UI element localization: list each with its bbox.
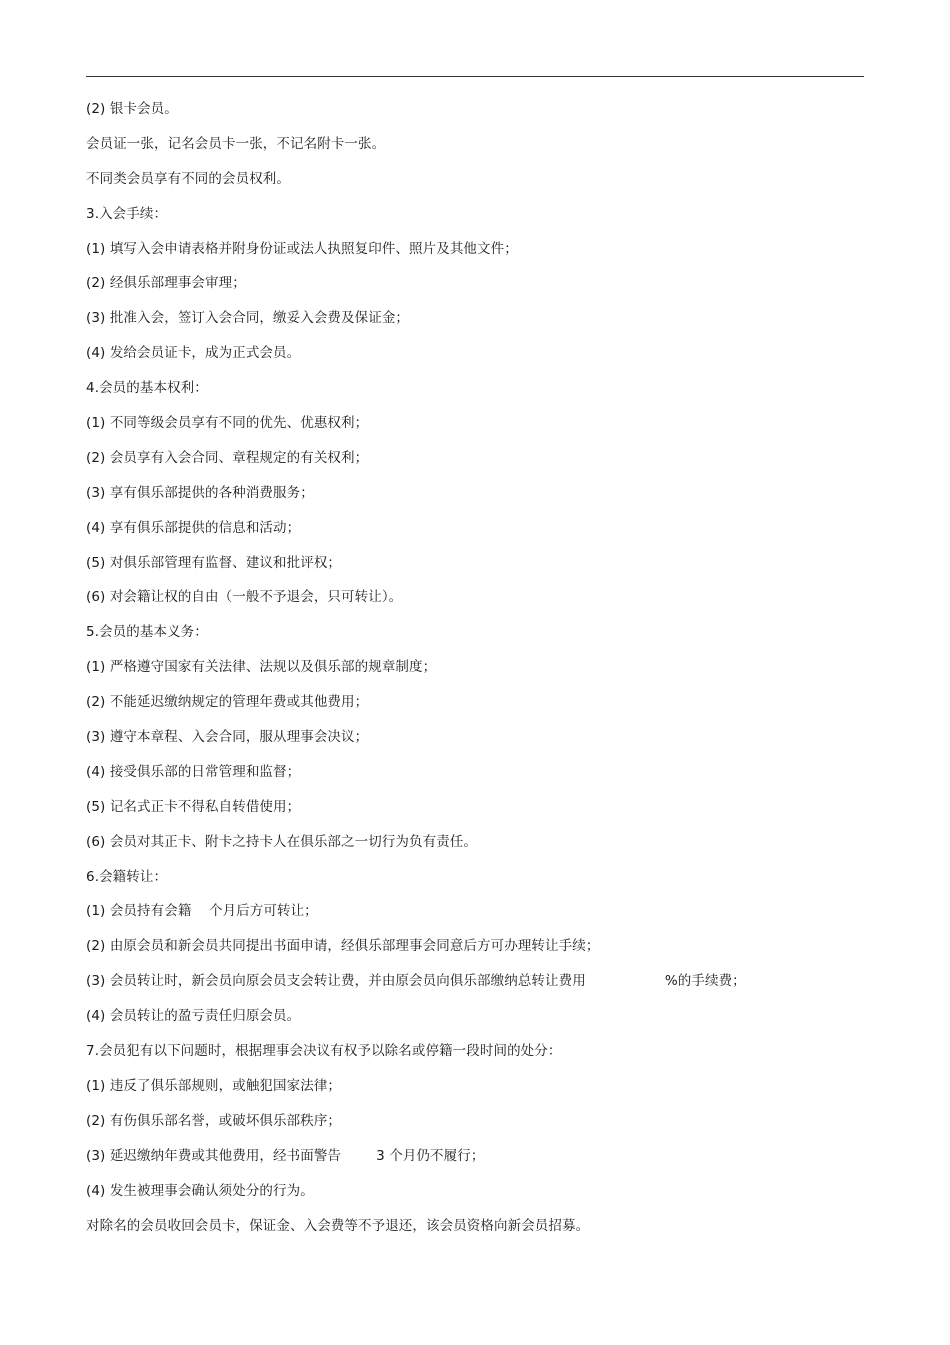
text-line: (2) 银卡会员。 <box>86 101 178 117</box>
document-body <box>86 99 864 1250</box>
text-line: (4) 享有俱乐部提供的信息和活动； <box>86 519 301 536</box>
text-line: (1) 严格遵守国家有关法律、法规以及俱乐部的规章制度； <box>86 659 437 676</box>
section-heading: 3.入会手续： <box>86 205 168 222</box>
text-line: (4) 发给会员证卡，成为正式会员。 <box>86 345 301 362</box>
text-line: (5) 记名式正卡不得私自转借使用； <box>86 798 301 815</box>
text-line: (3) 会员转让时，新会员向原会员支会转让费，并由原会员向俱乐部缴纳总转让费用 %的手续费； <box>86 973 746 990</box>
text-line: (1) 不同等级会员享有不同的优先、优惠权利； <box>86 415 369 432</box>
text-line: (4) 发生被理事会确认须处分的行为。 <box>86 1182 314 1199</box>
text-line: 会员证一张，记名会员卡一张，不记名附卡一张。 <box>86 135 386 152</box>
text-line: (2) 会员享有入会合同、章程规定的有关权利； <box>86 449 369 466</box>
text-line: (2) 有伤俱乐部名誉，或破坏俱乐部秩序； <box>86 1112 342 1129</box>
text-line: (4) 会员转让的盈亏责任归原会员。 <box>86 1008 301 1025</box>
text-line: (1) 违反了俱乐部规则，或触犯国家法律； <box>86 1077 342 1094</box>
text-line: (1) 填写入会申请表格并附身份证或法人执照复印件、照片及其他文件； <box>86 240 518 257</box>
text-line: (1) 会员持有会籍 个月后方可转让； <box>86 903 318 920</box>
text-line: (2) 不能延迟缴纳规定的管理年费或其他费用； <box>86 694 369 711</box>
text-line: 对除名的会员收回会员卡，保证金、入会费等不予退还，该会员资格向新会员招募。 <box>86 1217 590 1234</box>
text-line: (3) 享有俱乐部提供的各种消费服务； <box>86 484 314 501</box>
text-line: (3) 遵守本章程、入会合同，服从理事会决议； <box>86 729 369 746</box>
header-rule <box>86 76 864 77</box>
text-line: (2) 经俱乐部理事会审理； <box>86 275 246 292</box>
section-heading: 5.会员的基本义务： <box>86 624 208 641</box>
text-line: (6) 对会籍让权的自由（一般不予退会，只可转让）。 <box>86 589 403 606</box>
section-heading: 6.会籍转让： <box>86 868 168 885</box>
text-line: (3) 延迟缴纳年费或其他费用，经书面警告 3 个月仍不履行； <box>86 1147 485 1164</box>
text-line: (3) 批准入会，签订入会合同，缴妥入会费及保证金； <box>86 310 410 327</box>
text-line: (2) 由原会员和新会员共同提出书面申请，经俱乐部理事会同意后方可办理转让手续； <box>86 938 600 955</box>
text-line: (6) 会员对其正卡、附卡之持卡人在俱乐部之一切行为负有责任。 <box>86 833 478 850</box>
section-heading: 7.会员犯有以下问题时，根据理事会决议有权予以除名或停籍一段时间的处分： <box>86 1043 562 1060</box>
text-line: (4) 接受俱乐部的日常管理和监督； <box>86 763 301 780</box>
text-line: (5) 对俱乐部管理有监督、建议和批评权； <box>86 554 342 571</box>
text-line: 不同类会员享有不同的会员权利。 <box>86 170 290 187</box>
section-heading: 4.会员的基本权利： <box>86 380 208 397</box>
